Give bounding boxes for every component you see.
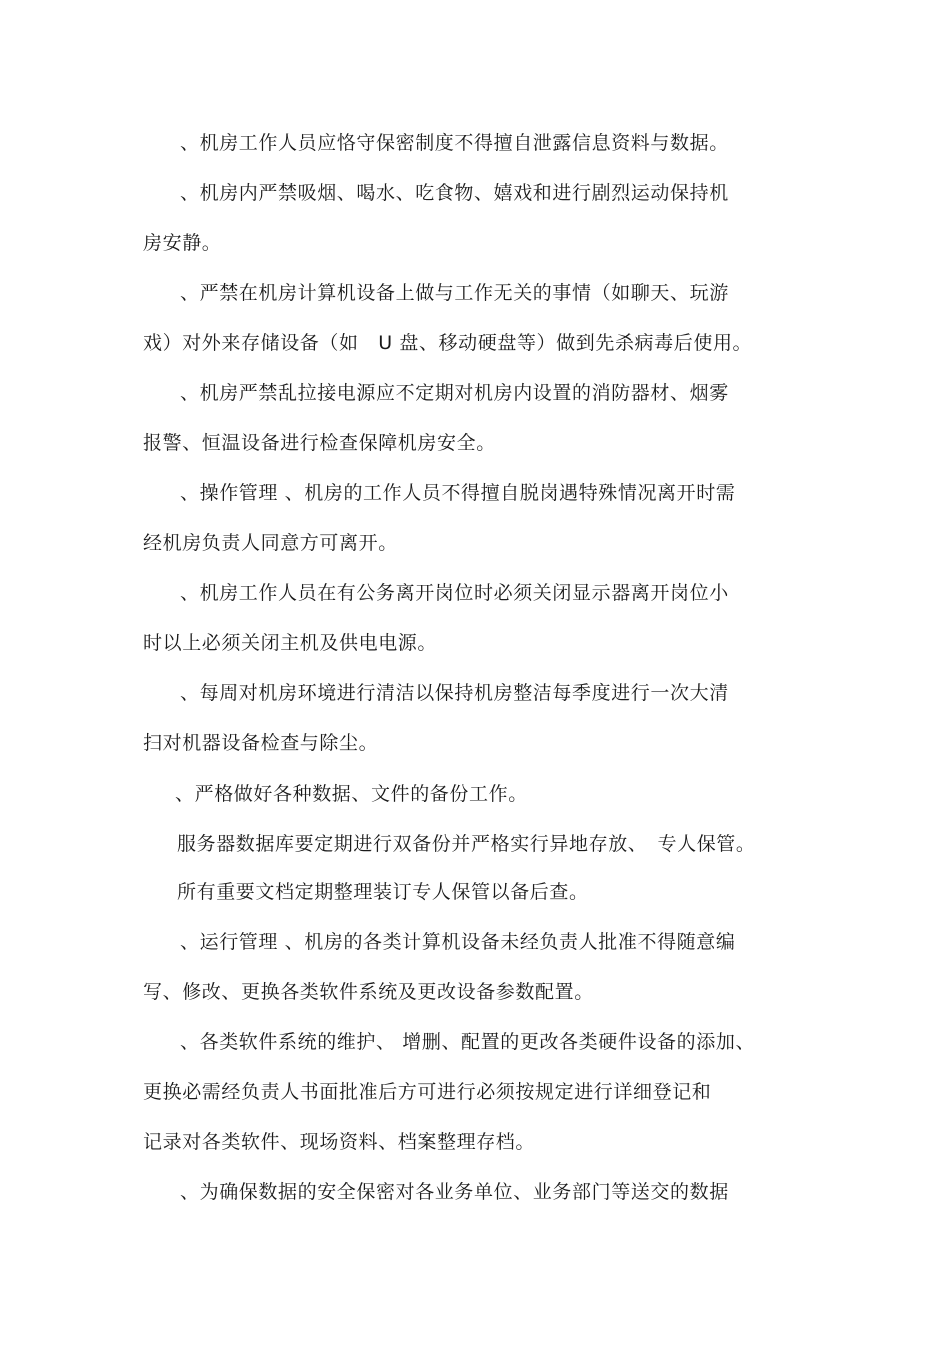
text-line-16: 所有重要文档定期整理装订专人保管以备后查。: [177, 881, 589, 903]
text-line-18: 写、修改、更换各类软件系统及更改设备参数配置。: [143, 981, 594, 1003]
text-line-17: 、运行管理 、机房的各类计算机设备未经负责人批准不得随意编: [180, 931, 736, 953]
text-line-21: 记录对各类软件、现场资料、档案整理存档。: [143, 1131, 536, 1153]
text-line-19: 、各类软件系统的维护、 增删、配置的更改各类硬件设备的添加、: [180, 1031, 756, 1053]
text-line-10: 、机房工作人员在有公务离开岗位时必须关闭显示器离开岗位小: [180, 582, 729, 604]
text-line-20: 更换必需经负责人书面批准后方可进行必须按规定进行详细登记和: [143, 1081, 712, 1103]
text-line-14: 、严格做好各种数据、文件的备份工作。: [175, 783, 528, 805]
text-line-11: 时以上必须关闭主机及供电电源。: [143, 632, 438, 654]
text-line-7: 报警、恒温设备进行检查保障机房安全。: [143, 432, 496, 454]
text-line-4: 、严禁在机房计算机设备上做与工作无关的事情（如聊天、玩游: [180, 282, 729, 304]
text-line-12: 、每周对机房环境进行清洁以保持机房整洁每季度进行一次大清: [180, 682, 729, 704]
text-line-9: 经机房负责人同意方可离开。: [143, 532, 398, 554]
text-line-15: 服务器数据库要定期进行双备份并严格实行异地存放、 专人保管。: [177, 833, 756, 855]
text-line-8: 、操作管理 、机房的工作人员不得擅自脱岗遇特殊情况离开时需: [180, 482, 736, 504]
text-line-22: 、为确保数据的安全保密对各业务单位、业务部门等送交的数据: [180, 1181, 729, 1203]
text-line-3: 房安静。: [143, 232, 222, 254]
text-line-13: 扫对机器设备检查与除尘。: [143, 732, 379, 754]
text-line-6: 、机房严禁乱拉接电源应不定期对机房内设置的消防器材、烟雾: [180, 382, 729, 404]
text-line-1: 、机房工作人员应恪守保密制度不得擅自泄露信息资料与数据。: [180, 132, 729, 154]
text-line-5: 戏）对外来存储设备（如 U 盘、移动硬盘等）做到先杀病毒后使用。: [143, 332, 753, 354]
text-line-2: 、机房内严禁吸烟、喝水、吃食物、嬉戏和进行剧烈运动保持机: [180, 182, 729, 204]
